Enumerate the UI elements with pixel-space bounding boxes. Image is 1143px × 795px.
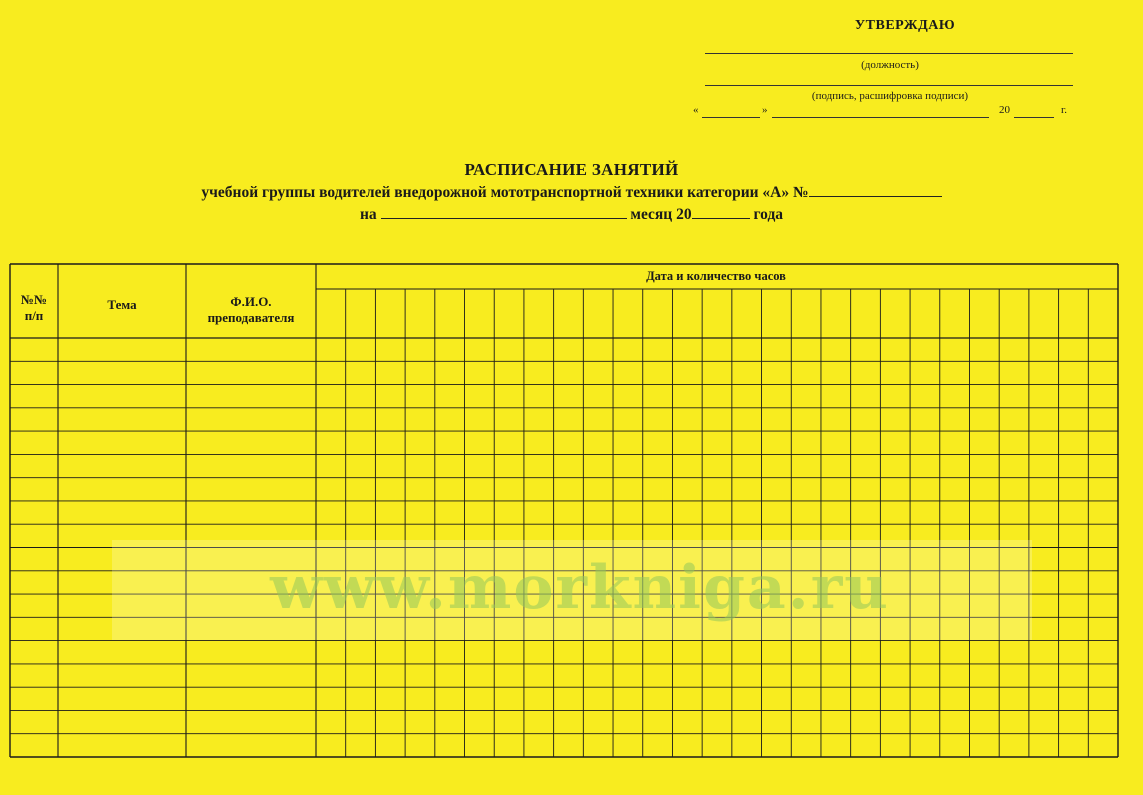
year-suffix: г. (1061, 104, 1068, 116)
month-line-middle: месяц 20 (630, 206, 692, 223)
header-teacher: Ф.И.О. преподавателя (207, 294, 295, 325)
document-title: РАСПИСАНИЕ ЗАНЯТИЙ (464, 160, 679, 179)
position-caption: (должность) (861, 59, 919, 71)
date-open-quote: « (693, 104, 699, 116)
month-line-suffix: года (753, 206, 784, 223)
month-line-prefix: на (359, 206, 377, 223)
header-dates: Дата и количество часов (646, 269, 786, 283)
subtitle-text: учебной группы водителей внедорожной мототранспортной техники категории «А» № (201, 184, 809, 201)
year-prefix: 20 (999, 104, 1010, 116)
watermark-text: www.morkniga.ru (270, 553, 890, 623)
signature-caption: (подпись, расшифровка подписи) (811, 90, 969, 102)
header-topic: Тема (107, 297, 137, 312)
date-close-quote: » (762, 104, 768, 116)
header-number: №№ п/п (20, 292, 48, 323)
approval-title: УТВЕРЖДАЮ (854, 18, 956, 33)
